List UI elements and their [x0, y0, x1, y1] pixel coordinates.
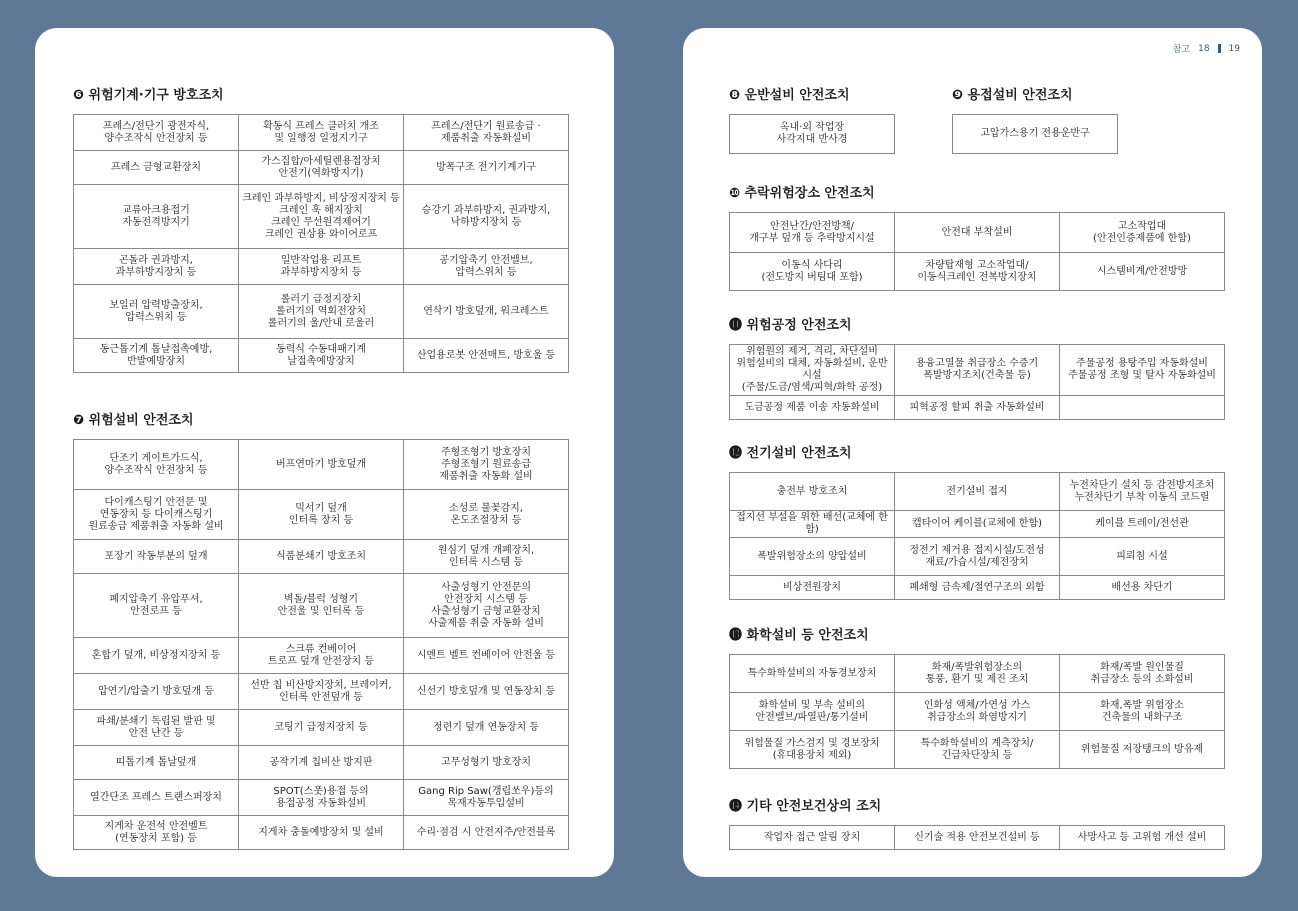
section-13-table: [729, 654, 1225, 769]
table-cell: 폐쇄형 금속제/절연구조의 외함: [895, 576, 1060, 600]
table-cell: 안전난간/안전방책/ 개구부 덮개 등 추락방지시설: [730, 213, 895, 253]
table-cell: 연삭기 방호덮개, 워크레스트: [404, 285, 569, 339]
table-cell: 안전대 부착설비: [895, 213, 1060, 253]
table-row: [74, 710, 569, 746]
table-row: [730, 396, 1225, 420]
table-row: [730, 655, 1225, 693]
table-cell: 동력식 수동대패기계 날접촉예방장치: [239, 339, 404, 373]
table-cell: 주물공정 용탕주입 자동화설비 주물공정 조형 및 탈사 자동화설비: [1060, 345, 1225, 396]
table-row: [74, 440, 569, 490]
section-14: [729, 797, 1225, 850]
section-10: [729, 184, 1225, 291]
table-cell: 프레스 금형교환장치: [74, 151, 239, 185]
table-cell: 띠톱기계 톱날덮개: [74, 746, 239, 780]
table-cell: 곤돌라 권과방지, 과부하방지장치 등: [74, 249, 239, 285]
section-6-number: ❻: [73, 88, 85, 103]
section-13: [729, 626, 1225, 769]
table-row: [74, 816, 569, 850]
table-cell: 원심기 덮개 개폐장치, 인터록 시스템 등: [404, 540, 569, 574]
table-cell: 인화성 액체/가연성 가스 취급장소의 화염방지기: [895, 693, 1060, 731]
table-cell: 정련기 덮개 연동장치 등: [404, 710, 569, 746]
section-11-heading: 위험공정 안전조치: [746, 318, 852, 333]
section-10-table: [729, 212, 1225, 291]
table-row: [730, 826, 1225, 850]
table-cell: 배선용 차단기: [1060, 576, 1225, 600]
section-12-heading: 전기설비 안전조치: [746, 446, 852, 461]
table-row: [74, 339, 569, 373]
table-cell: 버프연마기 방호덮개: [239, 440, 404, 490]
section-12-title: [729, 444, 1225, 464]
table-cell: 폭발위험장소의 양압설비: [730, 538, 895, 576]
section-7-number: ❼: [73, 413, 85, 428]
table-cell: 도금공정 제품 이송 자동화설비: [730, 396, 895, 420]
table-cell: 케이블 트레이/전선관: [1060, 511, 1225, 538]
section-9-item: 고압가스용기 전용운반구: [952, 114, 1118, 154]
table-cell: 믹서기 덮개 인터록 장치 등: [239, 490, 404, 540]
table-cell: 가스집합/아세틸렌용접장치 안전기(역화방지기): [239, 151, 404, 185]
table-row: [74, 185, 569, 249]
table-cell: 사출성형기 안전문의 안전장치 시스템 등 사출성형기 금형교환장치 사출제품 취출 자동화 설비: [404, 574, 569, 638]
table-cell: 작업자 접근 알림 장치: [730, 826, 895, 850]
table-cell: 크레인 과부하방지, 비상정지장치 등 크레인 훅 해지장치 크레인 무선원격제어기 크레인 권상용 와이어로프: [239, 185, 404, 249]
table-row: [74, 285, 569, 339]
table-cell: 식품분쇄기 방호조치: [239, 540, 404, 574]
table-cell: 보일러 압력방출장치, 압력스위치 등: [74, 285, 239, 339]
table-cell: 산업용로봇 안전매트, 방호울 등: [404, 339, 569, 373]
table-cell: SPOT(스폿)용접 등의 용접공정 자동화설비: [239, 780, 404, 816]
table-cell: 파쇄/분쇄기 독립된 발판 및 안전 난간 등: [74, 710, 239, 746]
section-11: [729, 316, 1225, 420]
table-cell: 비상전원장치: [730, 576, 895, 600]
section-14-title: [729, 797, 1225, 817]
section-7-title: [73, 411, 569, 431]
table-cell: 신기술 적용 안전보건설비 등: [895, 826, 1060, 850]
section-11-number: ⓫: [729, 318, 743, 333]
section-13-heading: 화학설비 등 안전조치: [746, 628, 869, 643]
table-cell: Gang Rip Saw(갱립쏘우)등의 목재자동투입설비: [404, 780, 569, 816]
table-cell: 위험원의 제거, 격리, 차단설비 위험설비의 대체, 자동화설비, 운반시설 (주물/도금/염색/피혁/화학 공정): [730, 345, 895, 396]
section-9: [952, 86, 1118, 154]
table-cell: 코팅기 급정지장치 등: [239, 710, 404, 746]
section-11-title: [729, 316, 1225, 336]
section-8-number: ❽: [729, 88, 741, 103]
table-cell: 이동식 사다리 (전도방지 버팀대 포함): [730, 253, 895, 291]
table-row: [730, 253, 1225, 291]
table-cell: 포장기 작동부분의 덮개: [74, 540, 239, 574]
table-cell: 위험물질 저장탱크의 방유제: [1060, 731, 1225, 769]
table-cell: [1060, 396, 1225, 420]
header-label: 참고: [1172, 45, 1191, 55]
table-row: [730, 693, 1225, 731]
table-cell: 열간단조 프레스 트랜스퍼장치: [74, 780, 239, 816]
table-cell: 특수화학설비의 계측장치/ 긴급차단장치 등: [895, 731, 1060, 769]
page-marker: [1218, 44, 1221, 53]
table-cell: 교류아크용접기 자동전격방지기: [74, 185, 239, 249]
left-page: [35, 28, 614, 877]
table-cell: 소성로 불꽃감지, 온도조절장치 등: [404, 490, 569, 540]
table-cell: 캡타이어 케이블(교체에 한함): [895, 511, 1060, 538]
table-cell: 승강기 과부하방지, 권과방지, 낙하방지장치 등: [404, 185, 569, 249]
table-row: [730, 538, 1225, 576]
table-cell: 시스템비계/안전방망: [1060, 253, 1225, 291]
section-10-title: [729, 184, 1225, 204]
section-8: [729, 86, 895, 154]
section-10-number: ❿: [729, 186, 741, 201]
table-cell: 누전차단기 설치 등 감전방지조치 누전차단기 부착 이동식 코드릴: [1060, 473, 1225, 511]
table-cell: 화학설비 및 부속 설비의 안전밸브/파열판/통기설비: [730, 693, 895, 731]
table-cell: 압연기/압출기 방호덮개 등: [74, 674, 239, 710]
table-row: [74, 638, 569, 674]
table-row: [74, 540, 569, 574]
table-cell: 주형조형기 방호장치 주형조형기 원료송급 제품취출 자동화 설비: [404, 440, 569, 490]
right-page: [683, 28, 1262, 877]
section-6: [73, 86, 569, 373]
table-cell: 단조기 게이트가드식, 양수조작식 안전장치 등: [74, 440, 239, 490]
page-header: [1173, 42, 1240, 55]
table-cell: 용융고열물 취급장소 수증기 폭발방지조치(건축물 등): [895, 345, 1060, 396]
table-row: [730, 731, 1225, 769]
table-cell: 특수화학설비의 자동경보장치: [730, 655, 895, 693]
page-number-right: 19: [1228, 43, 1240, 54]
section-14-number: ⓮: [729, 799, 743, 814]
table-row: [74, 674, 569, 710]
section-6-heading: 위험기계·기구 방호조치: [88, 88, 224, 103]
table-cell: 정전기 제거용 접지시설/도전성 재료/가습시설/제전장치: [895, 538, 1060, 576]
section-11-table: [729, 344, 1225, 420]
table-cell: 공기압축기 안전밸브, 압력스위치 등: [404, 249, 569, 285]
table-cell: 지게차 운전석 안전벨트 (연동장치 포함) 등: [74, 816, 239, 850]
table-cell: 폐지압축기 유압푸셔, 안전로프 등: [74, 574, 239, 638]
table-cell: 공작기계 칩비산 방지판: [239, 746, 404, 780]
table-cell: 방폭구조 전기기계기구: [404, 151, 569, 185]
table-row: [74, 249, 569, 285]
table-row: [730, 213, 1225, 253]
table-cell: 피뢰침 시설: [1060, 538, 1225, 576]
section-9-heading: 용접설비 안전조치: [967, 88, 1073, 103]
section-8-item: 옥내·외 작업장 사각지대 반사경: [729, 114, 895, 154]
table-cell: 차량탑재형 고소작업대/ 이동식크레인 전복방지장치: [895, 253, 1060, 291]
table-cell: 화재/폭발 원인물질 취급장소 등의 소화설비: [1060, 655, 1225, 693]
table-cell: 충전부 방호조치: [730, 473, 895, 511]
table-row: [74, 151, 569, 185]
table-cell: 수리·점검 시 안전지주/안전블록: [404, 816, 569, 850]
section-12-number: ⓬: [729, 446, 743, 461]
section-7-heading: 위험설비 안전조치: [88, 413, 194, 428]
table-cell: 위험물질 가스검지 및 경보장치 (휴대용장치 제외): [730, 731, 895, 769]
table-cell: 고무성형기 방호장치: [404, 746, 569, 780]
section-10-heading: 추락위험장소 안전조치: [744, 186, 875, 201]
table-row: [74, 115, 569, 151]
table-row: [74, 746, 569, 780]
table-cell: 선반 칩 비산방지장치, 브레이커, 인터록 안전덮개 등: [239, 674, 404, 710]
section-7-table: [73, 439, 569, 850]
table-cell: 전기설비 접지: [895, 473, 1060, 511]
table-cell: 일반작업용 리프트 과부하방지장치 등: [239, 249, 404, 285]
section-6-table: [73, 114, 569, 373]
section-9-number: ❾: [952, 88, 964, 103]
table-cell: 롤러기 급정지장치 롤러기의 역회전장치 롤러기의 울/안내 로울러: [239, 285, 404, 339]
table-cell: 혼합기 덮개, 비상정지장치 등: [74, 638, 239, 674]
table-cell: 피혁공정 할피 취출 자동화설비: [895, 396, 1060, 420]
table-cell: 프레스/전단기 광전자식, 양수조작식 안전장치 등: [74, 115, 239, 151]
table-row: [74, 780, 569, 816]
table-row: [730, 345, 1225, 396]
table-cell: 스크류 컨베이어 트로프 덮개 안전장치 등: [239, 638, 404, 674]
table-cell: 확동식 프레스 클러치 개조 및 일행정 일정지기구: [239, 115, 404, 151]
table-cell: 접지선 부설을 위한 배선(교체에 한함): [730, 511, 895, 538]
section-7: [73, 411, 569, 850]
section-14-heading: 기타 안전보건상의 조치: [746, 799, 882, 814]
table-cell: 화재/폭발위험장소의 통풍, 환기 및 제진 조치: [895, 655, 1060, 693]
section-12-table: [729, 472, 1225, 600]
table-row: [74, 574, 569, 638]
page-number-left: 18: [1198, 43, 1210, 54]
table-cell: 지게차 충돌예방장치 및 설비: [239, 816, 404, 850]
table-cell: 다이캐스팅기 안전문 및 연동장치 등 다이캐스팅기 원료송급 제품취출 자동화 설비: [74, 490, 239, 540]
section-14-table: [729, 825, 1225, 850]
table-cell: 프레스/전단기 원료송급 · 제품취출 자동화설비: [404, 115, 569, 151]
section-9-title: [952, 86, 1118, 106]
section-13-title: [729, 626, 1225, 646]
table-row: [730, 511, 1225, 538]
table-row: [730, 576, 1225, 600]
section-8-heading: 운반설비 안전조치: [744, 88, 850, 103]
table-cell: 화재,폭발 위험장소 건축물의 내화구조: [1060, 693, 1225, 731]
table-cell: 동근톱기계 톱날접촉예방, 반발예방장치: [74, 339, 239, 373]
table-row: [74, 490, 569, 540]
section-13-number: ⓭: [729, 628, 743, 643]
table-cell: 고소작업대 (안전인증제품에 한함): [1060, 213, 1225, 253]
table-row: [730, 473, 1225, 511]
section-12: [729, 444, 1225, 600]
table-cell: 사망사고 등 고위험 개선 설비: [1060, 826, 1225, 850]
table-cell: 시멘트 벨트 컨베이어 안전울 등: [404, 638, 569, 674]
table-cell: 신선기 방호덮개 및 연동장치 등: [404, 674, 569, 710]
section-8-title: [729, 86, 895, 106]
table-cell: 벽돌/블럭 성형기 안전울 및 인터록 등: [239, 574, 404, 638]
section-6-title: [73, 86, 569, 106]
